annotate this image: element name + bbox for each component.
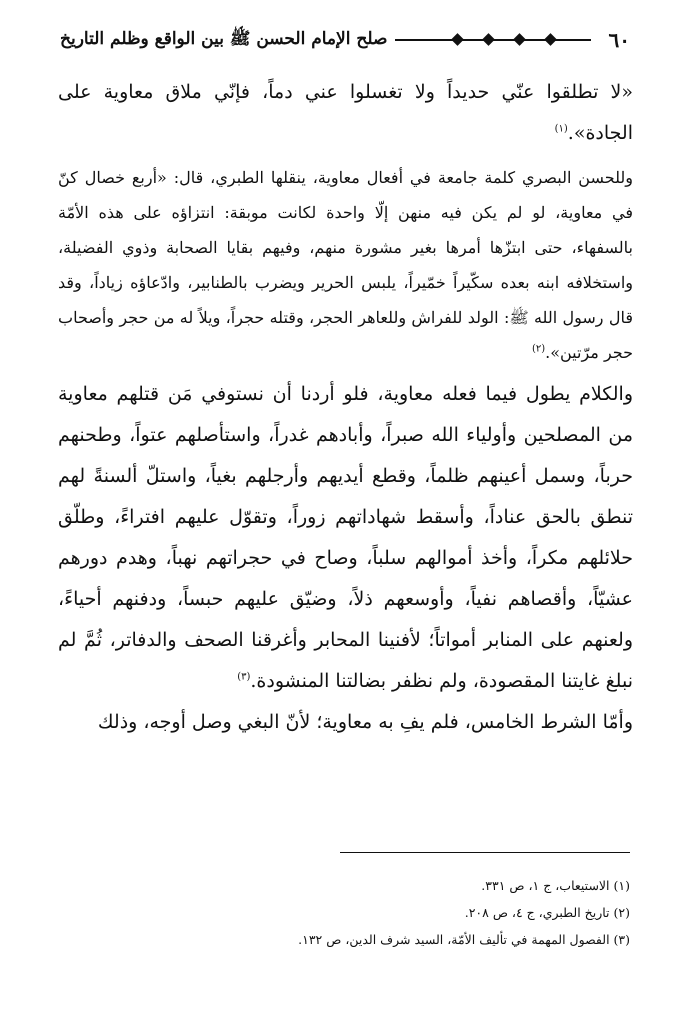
footnote: (٢) تاريخ الطبري، ج ٤، ص ٢٠٨. [464, 905, 630, 920]
diamond-ornament-icon [545, 33, 558, 46]
diamond-ornament-icon [451, 33, 464, 46]
running-header [60, 22, 630, 58]
footnote-mark: (٣) [237, 671, 251, 683]
main-text [58, 72, 633, 743]
footnote: (٣) الفصول المهمة في تأليف الأمّة، السيد شرف الدين، ص ١٣٢. [298, 932, 630, 947]
diamond-ornament-icon [513, 33, 526, 46]
header-ornament-rule [395, 39, 590, 41]
diamond-ornament-icon [482, 33, 495, 46]
footnote-mark: (٢) [531, 343, 546, 355]
footnote: (١) الاستيعاب، ج ١، ص ٣٣١. [481, 878, 630, 893]
paragraph: «لا تطلقوا عنّي حديداً ولا تغسلوا عني دماً، فإنّي ملاق معاوية على الجادة».$^{(١)}$ [58, 81, 633, 144]
page-number: ٦٠ [608, 28, 630, 52]
footnote-mark: (١) [554, 123, 568, 135]
quoted-paragraph: وللحسن البصري كلمة جامعة في أفعال معاوية، ينقلها الطبري، قال: «أربع خصال كنّ في معاوية، لو لم يكن فيه منهن إلّا واحدة لكانت موبقة: انتزاؤه على هذه الأمّة بالسفهاء، حتى ابتزّها أمرها بغير مشورة منهم، وفيهم بقايا الصحابة وذوي الفضيلة، واستخلافه ابنه بعده سكّيراً خمّيراً، يلبس الحرير ويضرب بالطنابير، وادّعاؤه زياداً، وقد قال رسول الله ﷺ: الولد للفراش وللعاهر الحجر، وقتله حجراً، ويلاً له من حجر وأصحاب حجر مرّتين».$^{(٢)}$ [58, 168, 633, 362]
footnotes [60, 872, 630, 953]
book-title: صلح الإمام الحسن ﷺ بين الواقع وظلم التاريخ [60, 28, 388, 49]
paragraph: والكلام يطول فيما فعله معاوية، فلو أردنا أن نستوفي مَن قتلهم معاوية من المصلحين وأولياء الله صبراً، وأبادهم غدراً، واستأصلهم عتواً، وطحنهم حرباً، وسمل أعينهم ظلماً، وقطع أيديهم وأرجلهم بغياً، واستلّ ألسنةً لهم تنطق بالحق عناداً، وأسقط شهاداتهم زوراً، وتقوّل عليهم افتراءً، وطلّق حلائلهم مكراً، وأخذ أموالهم سلباً، وصاح في حجراتهم نهباً، وهدم دورهم عشيّاً، وأقصاهم نفياً، وأوسعهم ذلاً، وضيّق عليهم حبساً، ودفنهم أحياءً، ولعنهم على المنابر أمواتاً؛ لأفنينا المحابر وأغرقنا الصحف والدفاتر، ثُمَّ لم نبلغ غايتنا المقصودة، ولم نظفر بضالتنا المنشودة.$^{(٣)}$ [58, 383, 633, 692]
paragraph: وأمّا الشرط الخامس، فلم يفِ به معاوية؛ لأنّ البغي وصل أوجه، وذلك [97, 711, 633, 733]
footnote-separator [340, 852, 630, 853]
